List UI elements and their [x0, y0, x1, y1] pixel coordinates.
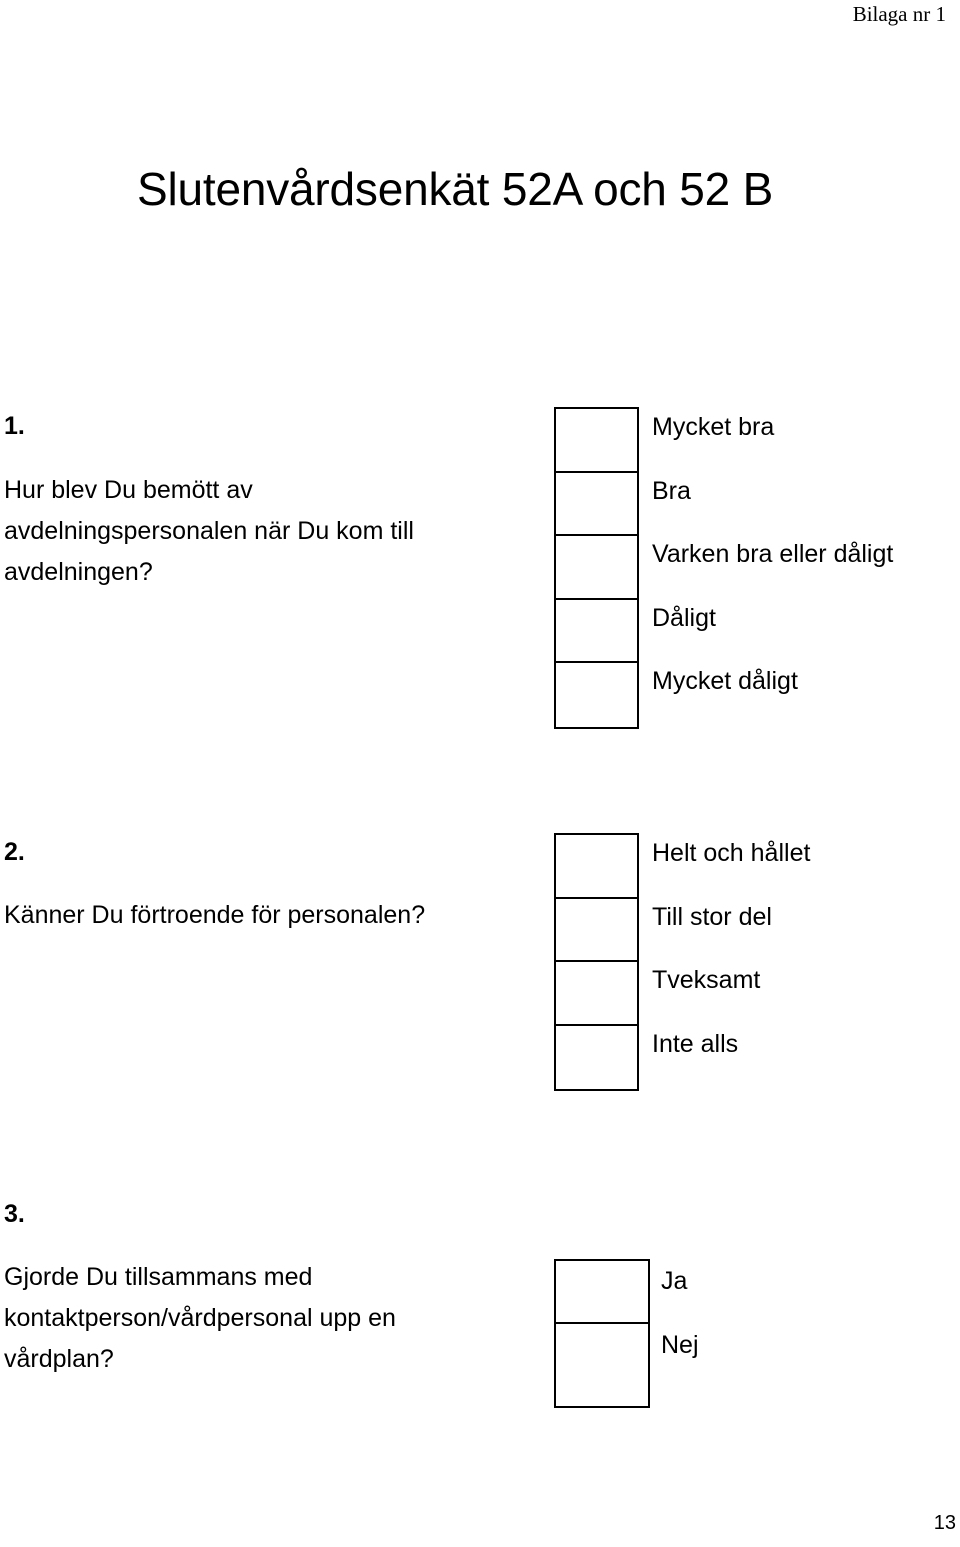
- option-label: Dåligt: [652, 603, 716, 632]
- checkbox[interactable]: [556, 835, 637, 899]
- option-label: Mycket bra: [652, 413, 775, 441]
- option-label: Inte alls: [652, 1029, 739, 1058]
- option-label: Helt och hållet: [652, 839, 811, 867]
- option-label: Mycket dåligt: [652, 667, 798, 696]
- page-number: 13: [933, 1512, 956, 1534]
- question-text: Gjorde Du tillsammans med kontaktperson/vårdpersonal upp en vårdplan?: [4, 1263, 396, 1373]
- checkbox[interactable]: [556, 1261, 648, 1324]
- option-label: Nej: [661, 1330, 699, 1359]
- checkbox[interactable]: [556, 1026, 637, 1090]
- answer-options: [661, 1261, 699, 1388]
- option-label: Varken bra eller dåligt: [652, 540, 894, 569]
- checkbox[interactable]: [556, 536, 637, 600]
- option-label: Tveksamt: [652, 966, 761, 995]
- option-label: Ja: [661, 1267, 688, 1295]
- checkbox[interactable]: [556, 473, 637, 537]
- checkbox[interactable]: [556, 409, 637, 473]
- checkbox[interactable]: [556, 600, 637, 664]
- header-note: Bilaga nr 1: [852, 2, 946, 26]
- option-label: Till stor del: [652, 902, 772, 931]
- answer-boxes: [554, 833, 639, 1091]
- option-label: Bra: [652, 476, 691, 505]
- answer-boxes: [554, 1259, 650, 1408]
- checkbox[interactable]: [556, 1324, 648, 1406]
- page-title: Slutenvårdsenkät 52A och 52 B: [137, 163, 774, 215]
- question-number: 1.: [4, 412, 25, 440]
- question-text: Känner Du förtroende för personalen?: [4, 901, 426, 929]
- question-number: 3.: [4, 1200, 25, 1228]
- answer-options: [652, 833, 810, 1087]
- checkbox[interactable]: [556, 962, 637, 1026]
- question-number: 2.: [4, 838, 25, 866]
- checkbox[interactable]: [556, 899, 637, 963]
- question-text: Hur blev Du bemött av avdelningspersonalen när Du kom till avdelningen?: [4, 476, 414, 586]
- answer-options: [652, 407, 893, 725]
- checkbox[interactable]: [556, 663, 637, 727]
- answer-boxes: [554, 407, 639, 729]
